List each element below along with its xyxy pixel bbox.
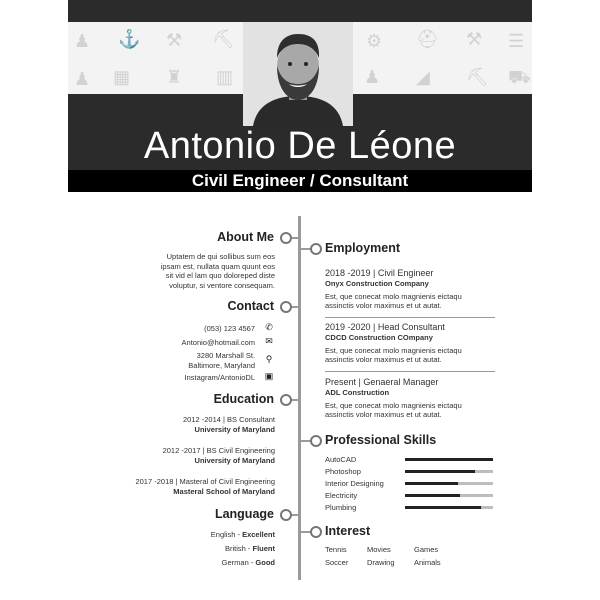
worker-icon: ♟: [364, 67, 381, 87]
skill-name: Plumbing: [325, 503, 357, 512]
portrait-avatar: [243, 22, 353, 126]
skill-row: [325, 479, 495, 491]
employment-heading: Employment: [325, 241, 401, 255]
education-heading: Education: [213, 392, 274, 406]
envelope-icon: ✉: [265, 336, 273, 346]
skill-row: [325, 455, 495, 467]
shovel-icon: ⛏: [466, 67, 489, 87]
worker-icon: ♜: [166, 67, 183, 87]
skill-name: Interior Designing: [325, 479, 384, 488]
employment-divider: [325, 317, 495, 318]
hardhat-icon: ⛑: [416, 29, 439, 49]
phone-icon: ✆: [265, 322, 273, 332]
skill-name: Photoshop: [325, 467, 361, 476]
skill-name: Electricity: [325, 491, 358, 500]
worker-icon: ♟: [74, 31, 91, 51]
skills-heading: Professional Skills: [325, 433, 437, 447]
education-item: 2012 -2014 | BS Consultant University of Maryland: [182, 415, 275, 434]
employment-item: 2018 -2019 | Civil Engineer Onyx Construction Company Est, que conecat molo magnienis eictaqu assinctis volor maximus et ut autat.: [325, 268, 462, 311]
barrier-icon: ▦: [113, 67, 131, 87]
job-title: Civil Engineer / Consultant: [68, 170, 532, 192]
interest-item: Games: [414, 545, 439, 554]
language-heading: Language: [214, 507, 274, 521]
timeline-line: [298, 216, 301, 580]
education-item: 2012 -2017 | BS Civil Engineering University of Maryland: [162, 446, 275, 465]
worker-icon: ♟: [74, 69, 91, 89]
language-item: British - Fluent: [224, 544, 275, 553]
truck-icon: ⛟: [508, 67, 531, 87]
tools-icon: ⚒: [466, 29, 483, 49]
interest-item: Soccer: [325, 558, 349, 567]
skill-name: AutoCAD: [325, 455, 357, 464]
skill-bar-track: [405, 458, 493, 461]
crane-hook-icon: ⚓: [118, 29, 141, 49]
skill-bar-fill: [405, 458, 493, 461]
education-item: 2017 -2018 | Masteral of Civil Engineering Masteral School of Maryland: [135, 477, 275, 496]
contact-email[interactable]: Antonio@hotmail.com: [181, 338, 255, 347]
employment-item: Present | Genaeral Manager ADL Construction Est, que conecat molo magnienis eictaqu assinctis volor maximus et ut autat.: [325, 377, 462, 420]
about-heading: About Me: [217, 230, 274, 244]
skills-dot: [310, 435, 322, 447]
language-dot: [280, 509, 292, 521]
interest-heading: Interest: [325, 524, 371, 538]
language-item: English - Excellent: [210, 530, 275, 539]
skill-bar-fill: [405, 494, 460, 497]
employment-item: 2019 -2020 | Head Consultant CDCD Construction COmpany Est, que conecat molo magnienis eictaqu assinctis volor maximus et ut autat.: [325, 322, 462, 365]
candidate-name: Antonio De Léone: [143, 125, 457, 167]
skill-bar-track: [405, 470, 493, 473]
interest-item: Drawing: [367, 558, 395, 567]
contact-instagram[interactable]: Instagram/AntonioDL: [184, 373, 255, 382]
employment-dot: [310, 243, 322, 255]
trowel-icon: ◢: [416, 67, 430, 87]
employment-divider: [325, 371, 495, 372]
skill-bar-fill: [405, 482, 458, 485]
instagram-icon: ▣: [264, 371, 274, 381]
skill-bar-fill: [405, 506, 481, 509]
map-pin-icon: ⚲: [265, 354, 273, 364]
interest-dot: [310, 526, 322, 538]
contact-phone: (053) 123 4567: [204, 324, 255, 333]
skill-bar-track: [405, 482, 493, 485]
contact-heading: Contact: [227, 299, 274, 313]
skill-bar-track: [405, 506, 493, 509]
axe-icon: ⚒: [166, 30, 183, 50]
skill-bar-track: [405, 494, 493, 497]
education-dot: [280, 394, 292, 406]
skill-row: [325, 491, 495, 503]
interest-item: Animals: [414, 558, 441, 567]
about-text: Uptatem de qui sollibus sum eos ipsam est, nullata quam quunt eos sit vid el lam quo doloreped diste voluptur, si ventore consequam.: [160, 252, 275, 290]
skill-row: [325, 467, 495, 479]
skill-bar-fill: [405, 470, 475, 473]
shovel-icon: ⛏: [212, 29, 235, 49]
skill-row: [325, 503, 495, 515]
contact-address: 3280 Marshall St. Baltimore, Maryland: [188, 351, 255, 370]
ladder-icon: ☰: [508, 31, 525, 51]
skills-list: [325, 455, 495, 515]
header-top-bar: [68, 0, 532, 22]
about-dot: [280, 232, 292, 244]
contact-dot: [280, 301, 292, 313]
building-icon: ▥: [216, 67, 234, 87]
language-item: German - Good: [221, 558, 275, 567]
wheelbarrow-icon: ⚙: [366, 31, 383, 51]
interest-item: Movies: [367, 545, 391, 554]
interest-item: Tennis: [325, 545, 347, 554]
profile-photo: [243, 22, 353, 126]
